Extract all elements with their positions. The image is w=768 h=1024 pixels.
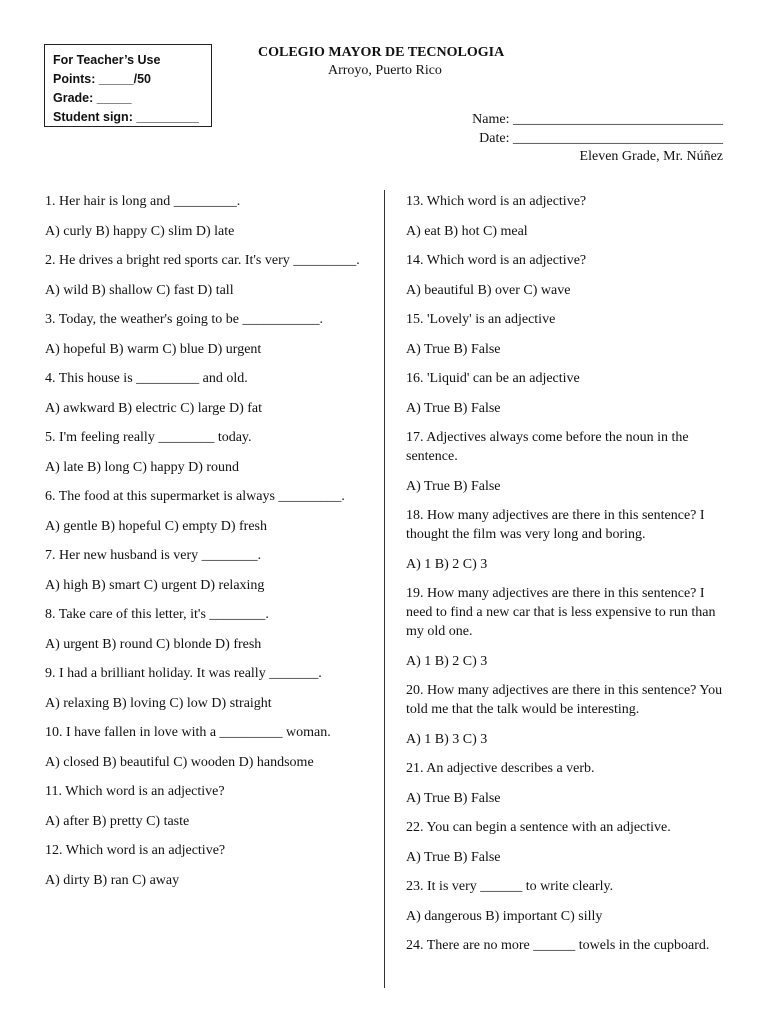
question-text: 9. I had a brilliant holiday. It was really _______. xyxy=(45,666,322,681)
question-text: 8. Take care of this letter, it's ________. xyxy=(45,607,269,622)
question-text: 1. Her hair is long and _________. xyxy=(45,194,241,209)
question-text: 20. How many adjectives are there in this sentence? You told me that the talk would be interesting. xyxy=(406,683,723,717)
question-text: 2. He drives a bright red sports car. It's very _________. xyxy=(45,253,360,268)
answer-options: A) dangerous B) important C) silly xyxy=(406,908,603,924)
school-name: COLEGIO MAYOR DE TECNOLOGIA xyxy=(258,45,505,60)
answer-options: A) gentle B) hopeful C) empty D) fresh xyxy=(45,518,267,534)
name-field: Name: ______________________________ xyxy=(472,112,723,127)
answer-options: A) late B) long C) happy D) round xyxy=(45,459,240,475)
question-text: 11. Which word is an adjective? xyxy=(45,784,225,799)
question-text: 18. How many adjectives are there in this sentence? I thought the film was very long and boring. xyxy=(406,508,705,542)
question-text: 16. 'Liquid' can be an adjective xyxy=(406,371,580,386)
answer-options: A) wild B) shallow C) fast D) tall xyxy=(45,282,234,298)
answer-options: A) closed B) beautiful C) wooden D) handsome xyxy=(45,754,314,770)
teachers-use-title: For Teacher’s Use xyxy=(53,53,161,67)
date-field: Date: ______________________________ xyxy=(479,130,723,146)
answer-options: A) True B) False xyxy=(406,790,501,806)
question-text: 6. The food at this supermarket is always _________. xyxy=(45,489,345,504)
answer-options: A) beautiful B) over C) wave xyxy=(406,282,571,298)
question-text: 7. Her new husband is very ________. xyxy=(45,548,262,563)
question-text: 19. How many adjectives are there in this sentence? I need to find a new car that is less expensive to run than my old one. xyxy=(406,586,716,639)
question-text: 24. There are no more ______ towels in the cupboard. xyxy=(406,938,710,953)
answer-options: A) 1 B) 2 C) 3 xyxy=(406,653,488,669)
student-info xyxy=(472,111,723,167)
answer-options: A) True B) False xyxy=(406,849,501,865)
answer-options: A) True B) False xyxy=(406,400,501,416)
question-text: 17. Adjectives always come before the noun in the sentence. xyxy=(406,430,689,464)
answer-options: A) eat B) hot C) meal xyxy=(406,223,528,239)
question-text: 10. I have fallen in love with a _________ woman. xyxy=(45,725,331,740)
teachers-use-box xyxy=(44,44,212,127)
answer-options: A) 1 B) 2 C) 3 xyxy=(406,556,488,572)
column-divider xyxy=(384,190,385,988)
question-text: 13. Which word is an adjective? xyxy=(406,194,587,209)
question-text: 23. It is very ______ to write clearly. xyxy=(406,879,614,894)
question-text: 12. Which word is an adjective? xyxy=(45,843,226,858)
class-teacher: Eleven Grade, Mr. Núñez xyxy=(579,149,723,164)
question-text: 4. This house is _________ and old. xyxy=(45,371,248,386)
answer-options: A) hopeful B) warm C) blue D) urgent xyxy=(45,341,262,357)
answer-options: A) relaxing B) loving C) low D) straight xyxy=(45,695,272,711)
question-text: 21. An adjective describes a verb. xyxy=(406,761,595,776)
answer-options: A) urgent B) round C) blonde D) fresh xyxy=(45,636,262,652)
answer-options: A) high B) smart C) urgent D) relaxing xyxy=(45,577,265,593)
school-location: Arroyo, Puerto Rico xyxy=(328,63,442,78)
question-text: 22. You can begin a sentence with an adjective. xyxy=(406,820,671,835)
question-text: 14. Which word is an adjective? xyxy=(406,253,587,268)
answer-options: A) awkward B) electric C) large D) fat xyxy=(45,400,263,416)
left-question-column xyxy=(45,192,367,900)
answer-options: A) after B) pretty C) taste xyxy=(45,813,190,829)
points-field: Points: _____/50 xyxy=(53,72,151,86)
answer-options: A) 1 B) 3 C) 3 xyxy=(406,731,488,747)
student-sign-field: Student sign: _________ xyxy=(53,110,199,124)
question-text: 15. 'Lovely' is an adjective xyxy=(406,312,556,327)
right-question-column xyxy=(406,192,728,966)
answer-options: A) True B) False xyxy=(406,341,501,357)
answer-options: A) dirty B) ran C) away xyxy=(45,872,180,888)
question-text: 3. Today, the weather's going to be ___________. xyxy=(45,312,323,327)
answer-options: A) True B) False xyxy=(406,478,501,494)
grade-field: Grade: _____ xyxy=(53,91,132,105)
question-text: 5. I'm feeling really ________ today. xyxy=(45,430,252,445)
answer-options: A) curly B) happy C) slim D) late xyxy=(45,223,235,239)
